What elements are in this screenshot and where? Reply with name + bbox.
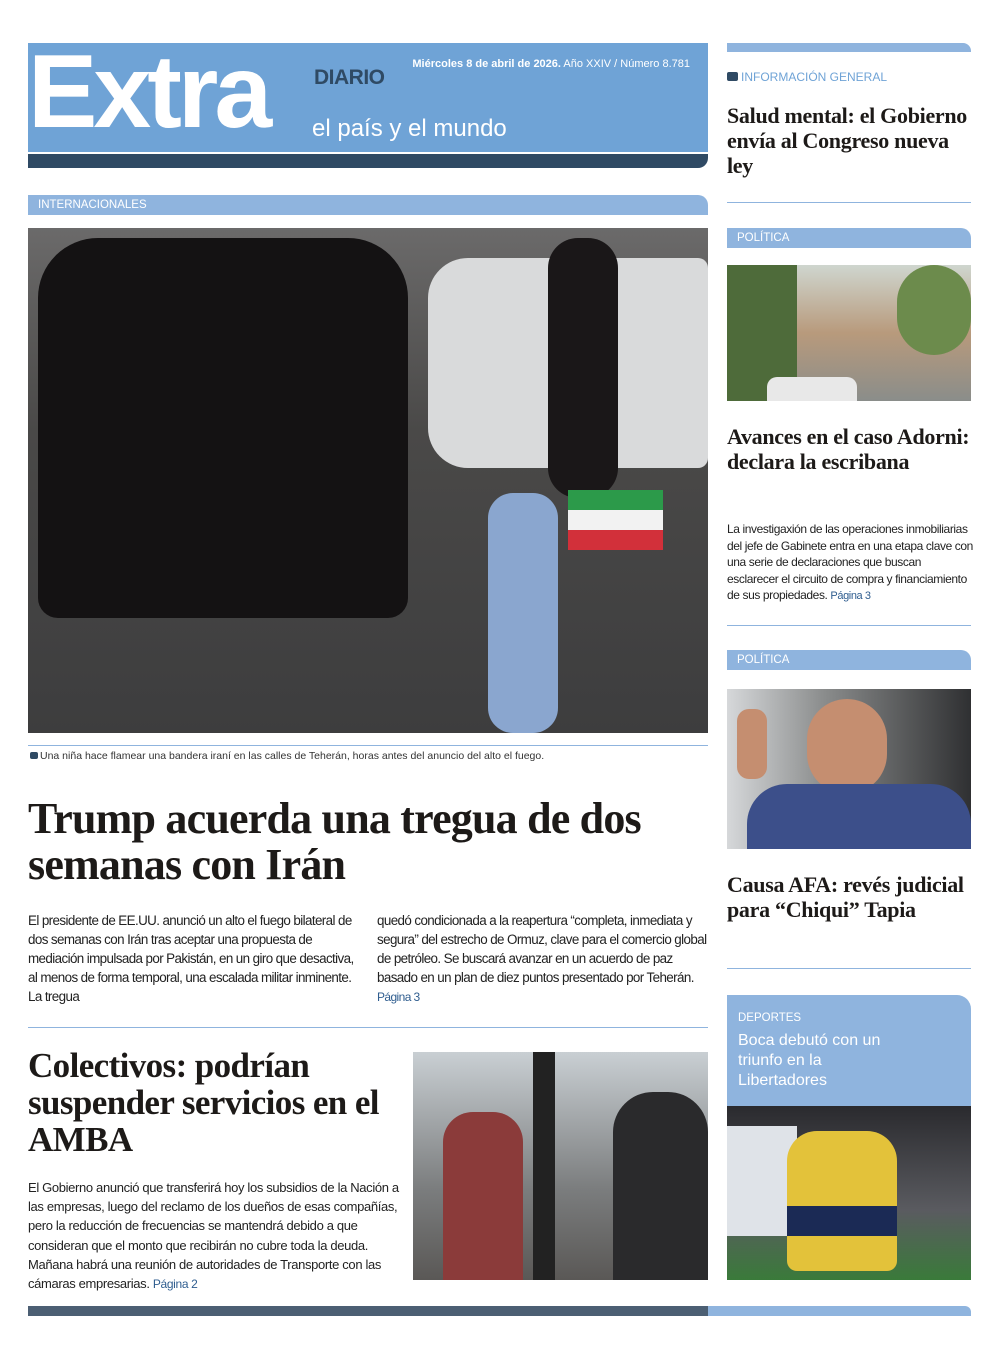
divider: [28, 1027, 708, 1028]
logo-diario: DIARIO: [314, 66, 385, 89]
flag-red: [568, 530, 663, 550]
second-headline[interactable]: Colectivos: podrían suspender servicios en el AMBA: [28, 1046, 379, 1159]
person-shape: [443, 1112, 523, 1280]
section-deportes: DEPORTES: [738, 1012, 802, 1024]
page-link[interactable]: Página 3: [377, 990, 420, 1004]
page-link[interactable]: Página 3: [830, 590, 871, 603]
section-marker: [727, 72, 738, 81]
building-photo: [727, 265, 971, 401]
section-politica: POLÍTICA: [727, 228, 971, 248]
players-shape: [787, 1131, 897, 1271]
main-body-col1: El presidente de EE.UU. anunció un alto el fuego bilateral de dos semanas con Irán tras aceptar una propuesta de mediación impulsada por Pakistán, en un giro que desactiva, al menos de forma temporal, una escalada militar inminente. La tregua: [28, 913, 354, 1004]
divider: [727, 625, 971, 626]
divider: [727, 968, 971, 969]
date: Miércoles 8 de abril de 2026.: [412, 58, 561, 70]
sidebar-headline-2[interactable]: Avances en el caso Adorni: declara la escribana: [727, 424, 970, 474]
main-headline[interactable]: Trump acuerda una tregua de dos semanas con Irán: [28, 794, 641, 889]
person-shape: [613, 1092, 708, 1280]
flag-green: [568, 490, 663, 510]
second-body-text: El Gobierno anunció que transferirá hoy los subsidios de la Nación a las empresas, luego del reclamo de los dueños de esas compañías, pero la reducción de frecuencias se mantendrá debido a que consideran que el monto que recibirán no cubre toda la deuda. Mañana habrá una reunión de autoridades de Transporte con las cámaras empresarias.: [28, 1180, 399, 1292]
child-shape: [488, 493, 558, 733]
main-body-text: quedó condicionada a la reapertura “completa, inmediata y segura” del estrecho de Ormuz, clave para el comercio global de petróleo. Se buscará avanzar en un acuerdo de paz basado en un plan de diez puntos presentado por Teherán.: [377, 913, 707, 985]
edition: Año XXIV / Número 8.781: [563, 58, 690, 70]
footer-bar-dark: [28, 1306, 708, 1316]
main-photo: [28, 228, 708, 733]
women-group-shape: [38, 238, 408, 618]
sidebar-body-2: [727, 521, 973, 605]
section-internacionales: INTERNACIONALES: [28, 195, 708, 215]
tree-shape: [897, 265, 971, 355]
flag-white: [568, 510, 663, 530]
second-body: [28, 1178, 400, 1294]
caption-marker: [30, 752, 38, 759]
section-politica: POLÍTICA: [727, 650, 971, 670]
sidebar-body-text: La investigaxión de las operaciones inmobiliarias del jefe de Gabinete entra en una etapa clave con una serie de declaraciones que buscan esclarecer el circuito de compra y financiamiento de sus propiedades.: [727, 522, 973, 603]
thumb-shape: [737, 709, 767, 779]
bus-stop-photo: [413, 1052, 708, 1280]
section-label: INFORMACIÓN GENERAL: [741, 70, 888, 84]
main-body-col2: [377, 911, 709, 1007]
sidebar-headline-1[interactable]: Salud mental: el Gobierno envía al Congreso nueva ley: [727, 103, 968, 178]
suit-shape: [747, 784, 971, 849]
sidebar-headline-3[interactable]: Causa AFA: revés judicial para “Chiqui” Tapia: [727, 872, 964, 922]
car-shape: [767, 377, 857, 401]
tagline: el país y el mundo: [312, 115, 507, 142]
footer-bar-light: [708, 1306, 971, 1316]
figure-shape: [548, 238, 618, 498]
boca-photo: [727, 1106, 971, 1280]
shorts-shape: [787, 1206, 897, 1236]
dateline: [412, 58, 690, 70]
logo-extra: Extra: [28, 34, 269, 150]
photo-caption: Una niña hace flamear una bandera iraní en las calles de Teherán, horas antes del anuncio del alto el fuego.: [40, 750, 545, 762]
sidebar-headline-4[interactable]: Boca debutó con un triunfo en la Libertadores: [738, 1032, 881, 1089]
face-shape: [807, 699, 887, 794]
divider: [727, 202, 971, 203]
divider: [28, 745, 708, 746]
tapia-photo: [727, 689, 971, 849]
pole-shape: [533, 1052, 555, 1280]
sidebar-top-bar: [727, 43, 971, 52]
masthead-bar: [28, 154, 708, 168]
page-link[interactable]: Página 2: [152, 1277, 198, 1292]
